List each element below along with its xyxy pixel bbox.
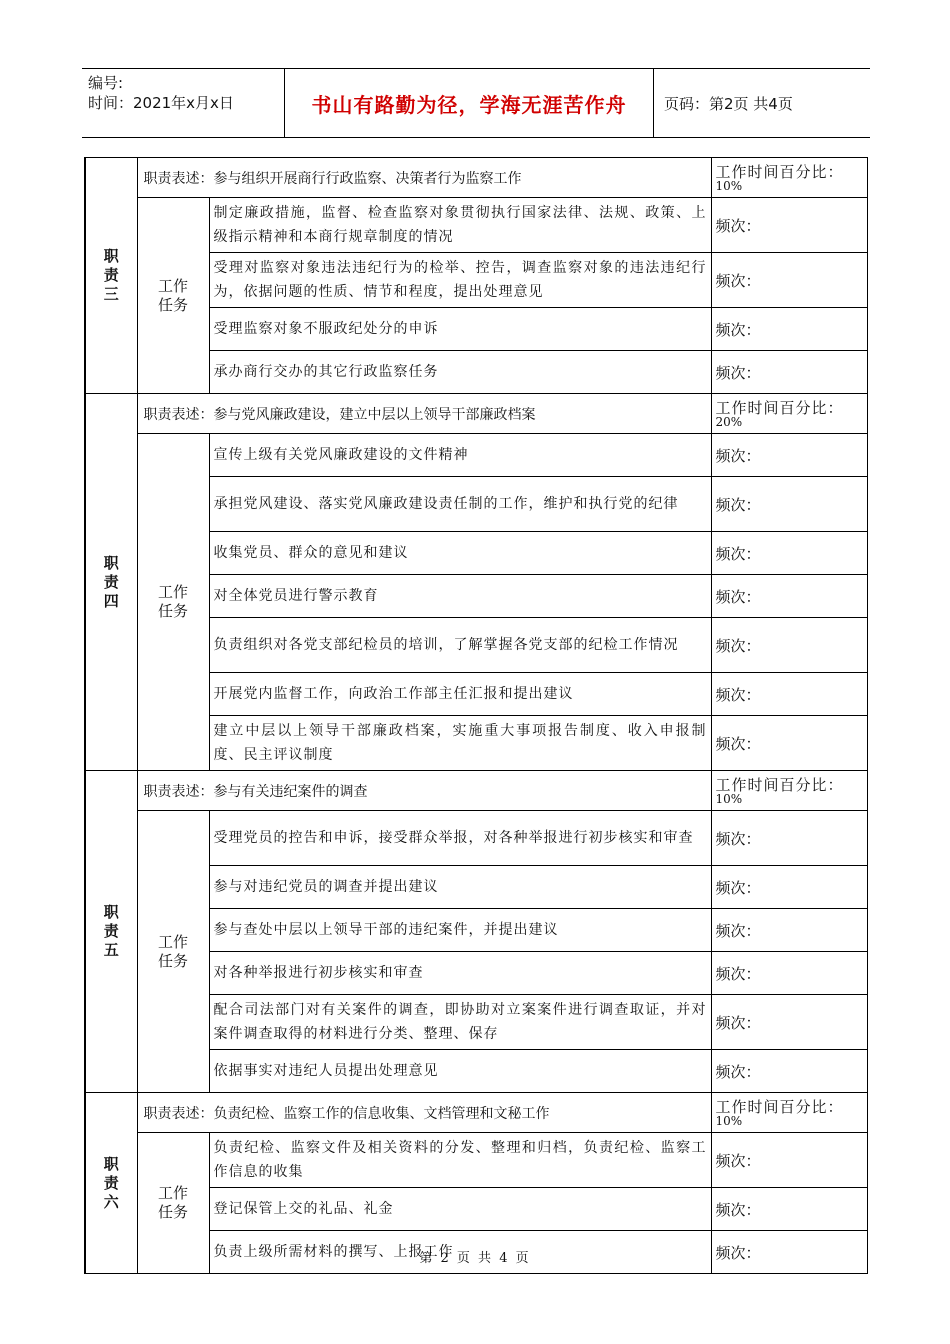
work-time-percent-label: 工作时间百分比： bbox=[715, 162, 844, 181]
task-description: 参与对违纪党员的调查并提出建议 bbox=[209, 866, 711, 909]
task-category-cell bbox=[137, 811, 209, 1093]
task-frequency: 频次： bbox=[711, 477, 867, 532]
task-frequency: 频次： bbox=[711, 253, 867, 308]
task-description: 制定廉政措施，监督、检查监察对象贯彻执行国家法律、法规、政策、上级指示精神和本商行规章制度的情况 bbox=[209, 198, 711, 253]
task-category-cell bbox=[137, 434, 209, 771]
task-frequency: 频次： bbox=[711, 811, 867, 866]
task-category-label: 工作任务 bbox=[157, 1184, 188, 1221]
task-description: 负责组织对各党支部纪检员的培训，了解掌握各党支部的纪检工作情况 bbox=[209, 618, 711, 673]
work-time-percent-value: 20% bbox=[715, 414, 743, 429]
work-time-percent-cell bbox=[711, 158, 867, 198]
duty-table-body bbox=[85, 158, 867, 1274]
duty-description-row bbox=[85, 394, 867, 434]
duty-section-label bbox=[85, 394, 137, 771]
work-time-percent-cell bbox=[711, 394, 867, 434]
duty-section-label bbox=[85, 158, 137, 394]
task-category-label: 工作任务 bbox=[157, 276, 188, 314]
task-frequency: 频次： bbox=[711, 1133, 867, 1188]
header-meta bbox=[82, 69, 282, 137]
duty-section-title: 职责三 bbox=[103, 247, 119, 303]
task-description: 负责纪检、监察文件及相关资料的分发、整理和归档，负责纪检、监察工作信息的收集 bbox=[209, 1133, 711, 1188]
task-row bbox=[85, 434, 867, 477]
task-description: 建立中层以上领导干部廉政档案，实施重大事项报告制度、收入申报制度、民主评议制度 bbox=[209, 716, 711, 771]
task-description: 宣传上级有关党风廉政建设的文件精神 bbox=[209, 434, 711, 477]
page-footer: 第 2 页 共 4 页 bbox=[419, 1251, 531, 1266]
task-frequency: 频次： bbox=[711, 308, 867, 351]
task-description: 受理对监察对象违法违纪行为的检举、控告，调查监察对象的违法违纪行为，依据问题的性质、情节和程度，提出处理意见 bbox=[209, 253, 711, 308]
work-time-percent-cell bbox=[711, 1093, 867, 1133]
task-frequency: 频次： bbox=[711, 575, 867, 618]
header-motto: 书山有路勤为径，学海无涯苦作舟 bbox=[311, 92, 627, 117]
task-description: 承担党风建设、落实党风廉政建设责任制的工作，维护和执行党的纪律 bbox=[209, 477, 711, 532]
task-frequency: 频次： bbox=[711, 1188, 867, 1231]
duty-section-title: 职责四 bbox=[103, 553, 119, 610]
task-frequency: 频次： bbox=[711, 716, 867, 771]
task-description: 对全体党员进行警示教育 bbox=[209, 575, 711, 618]
work-time-percent-label: 工作时间百分比： bbox=[715, 1097, 844, 1116]
task-category-label: 工作任务 bbox=[157, 583, 188, 620]
task-description: 承办商行交办的其它行政监察任务 bbox=[209, 351, 711, 394]
work-time-percent-value: 10% bbox=[715, 1113, 743, 1128]
duty-section-title: 职责五 bbox=[103, 903, 119, 959]
work-time-percent-value: 10% bbox=[715, 178, 743, 193]
task-frequency: 频次： bbox=[711, 1231, 867, 1274]
task-row bbox=[85, 198, 867, 253]
duty-section-title: 职责六 bbox=[103, 1154, 119, 1211]
task-description: 受理党员的控告和申诉，接受群众举报，对各种举报进行初步核实和审查 bbox=[209, 811, 711, 866]
task-description: 配合司法部门对有关案件的调查，即协助对立案案件进行调查取证，并对案件调查取得的材料进行分类、整理、保存 bbox=[209, 995, 711, 1050]
task-frequency: 频次： bbox=[711, 198, 867, 253]
task-frequency: 频次： bbox=[711, 673, 867, 716]
task-frequency: 频次： bbox=[711, 866, 867, 909]
duty-description-row bbox=[85, 771, 867, 811]
work-time-percent-value: 10% bbox=[715, 791, 743, 806]
task-frequency: 频次： bbox=[711, 1050, 867, 1093]
task-description: 负责上级所需材料的撰写、上报工作 bbox=[209, 1231, 711, 1274]
task-frequency: 频次： bbox=[711, 434, 867, 477]
doc-number-label: 编号: bbox=[88, 74, 124, 92]
task-description: 依据事实对违纪人员提出处理意见 bbox=[209, 1050, 711, 1093]
task-category-cell bbox=[137, 198, 209, 394]
task-row bbox=[85, 1133, 867, 1188]
task-frequency: 频次： bbox=[711, 351, 867, 394]
task-frequency: 频次： bbox=[711, 618, 867, 673]
header-divider bbox=[653, 69, 654, 137]
task-description: 对各种举报进行初步核实和审查 bbox=[209, 952, 711, 995]
duty-section-label bbox=[85, 771, 137, 1093]
work-time-percent-label: 工作时间百分比： bbox=[715, 775, 844, 794]
task-frequency: 频次： bbox=[711, 995, 867, 1050]
duty-description: 职责表述：参与有关违纪案件的调查 bbox=[137, 771, 711, 811]
duty-table bbox=[84, 157, 868, 1274]
doc-date: 时间：2021年x月x日 bbox=[88, 94, 234, 112]
duty-description-row bbox=[85, 158, 867, 198]
task-category-label: 工作任务 bbox=[157, 932, 188, 970]
duty-description-row bbox=[85, 1093, 867, 1133]
task-description: 参与查处中层以上领导干部的违纪案件，并提出建议 bbox=[209, 909, 711, 952]
duty-description: 职责表述：负责纪检、监察工作的信息收集、文档管理和文秘工作 bbox=[137, 1093, 711, 1133]
duty-description: 职责表述：参与组织开展商行行政监察、决策者行为监察工作 bbox=[137, 158, 711, 198]
task-frequency: 频次： bbox=[711, 909, 867, 952]
task-description: 登记保管上交的礼品、礼金 bbox=[209, 1188, 711, 1231]
task-description: 受理监察对象不服政纪处分的申诉 bbox=[209, 308, 711, 351]
work-time-percent-cell bbox=[711, 771, 867, 811]
task-frequency: 频次： bbox=[711, 952, 867, 995]
work-time-percent-label: 工作时间百分比： bbox=[715, 398, 844, 417]
task-description: 收集党员、群众的意见和建议 bbox=[209, 532, 711, 575]
task-frequency: 频次： bbox=[711, 532, 867, 575]
task-row bbox=[85, 811, 867, 866]
task-description: 开展党内监督工作，向政治工作部主任汇报和提出建议 bbox=[209, 673, 711, 716]
duty-description: 职责表述：参与党风廉政建设，建立中层以上领导干部廉政档案 bbox=[137, 394, 711, 434]
header-page-number: 页码：第2页 共4页 bbox=[664, 94, 793, 113]
document-header bbox=[82, 68, 870, 138]
